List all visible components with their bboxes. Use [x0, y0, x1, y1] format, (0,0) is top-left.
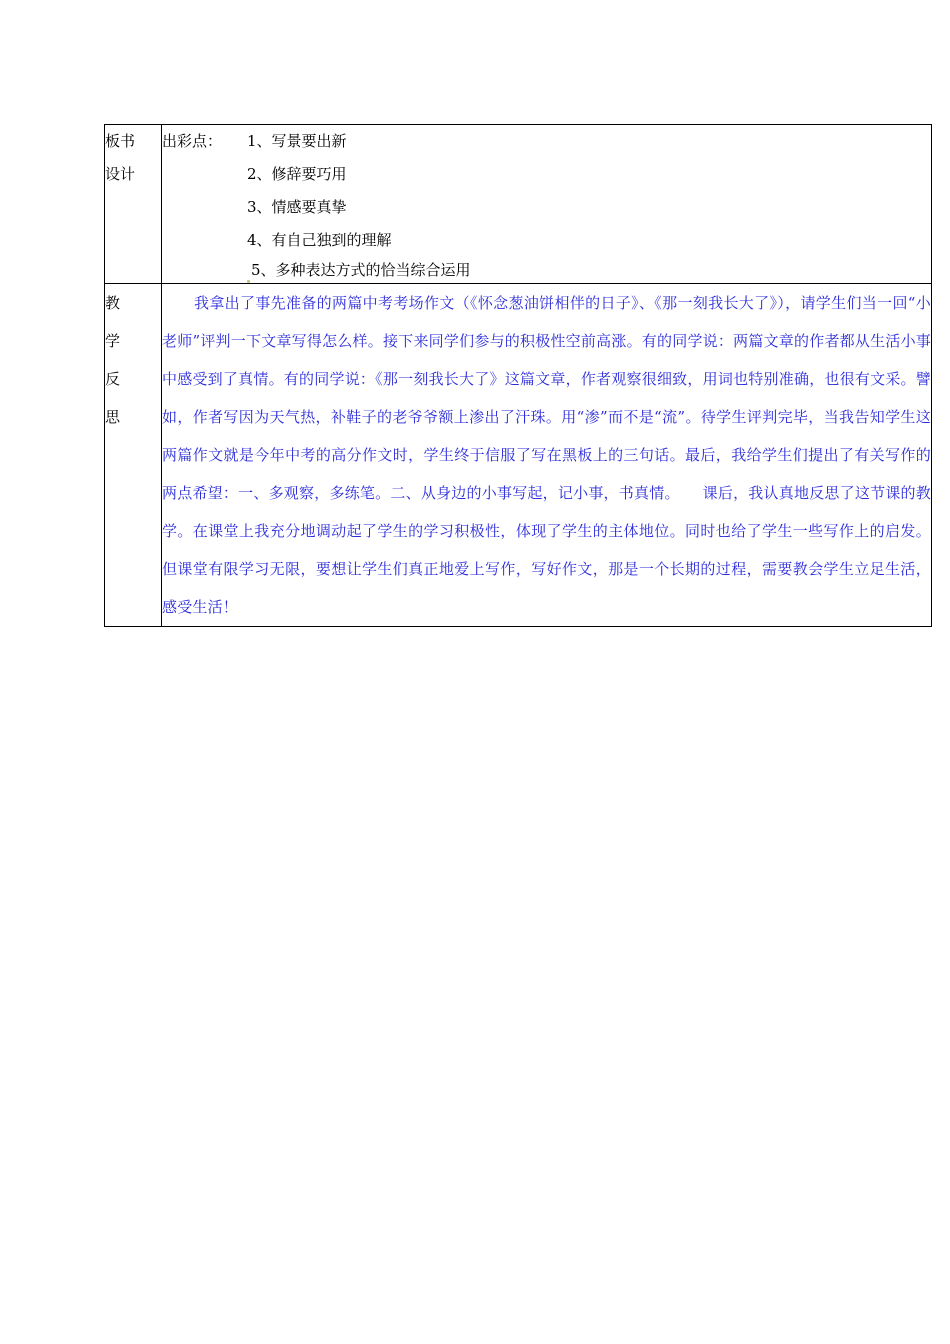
teaching-reflection-row	[105, 284, 932, 627]
board-point-text: 5、多种表达方式的恰当综合运用	[251, 261, 471, 279]
board-design-row	[105, 125, 932, 284]
board-design-label-line: 板书	[105, 132, 136, 150]
reflection-label-char: 教	[105, 294, 121, 312]
lesson-plan-table	[104, 124, 932, 627]
reflection-label-char: 学	[105, 332, 121, 350]
board-point-text: 3、情感要真挚	[247, 198, 347, 216]
board-point	[162, 224, 931, 257]
board-point-text: 2、修辞要巧用	[247, 165, 347, 183]
margin-mark-icon	[247, 280, 250, 283]
board-heading: 出彩点：	[162, 132, 223, 150]
teaching-reflection-text: 我拿出了事先准备的两篇中考考场作文（《怀念葱油饼相伴的日子》、《那一刻我长大了》），请学生们当一回“小老师”评判一下文章写得怎么样。接下来同学们参与的积极性空前高涨。有的同学说：两篇文章的作者都从生活小事中感受到了真情。有的同学说：《那一刻我长大了》这篇文章，作者观察很细致，用词也特别准确，也很有文采。譬如，作者写因为天气热，补鞋子的老爷爷额上渗出了汗珠。用“渗”而不是“流”。待学生评判完毕，当我告知学生这两篇作文就是今年中考的高分作文时，学生终于信服了写在黑板上的三句话。最后，我给学生们提出了有关写作的两点希望：一、多观察，多练笔。二、从身边的小事写起，记小事，书真情。 课后，我认真地反思了这节课的教学。在课堂上我充分地调动起了学生的学习积极性，体现了学生的主体地位。同时也给了学生一些写作上的启发。但课堂有限学习无限，要想让学生们真正地爱上写作，写好作文，那是一个长期的过程，需要教会学生立足生活，感受生活！	[162, 284, 932, 627]
board-point-text: 1、写景要出新	[247, 132, 347, 150]
board-point	[162, 257, 931, 283]
board-point-text: 4、有自己独到的理解	[247, 231, 392, 249]
teaching-reflection-label	[105, 284, 162, 627]
board-point	[162, 158, 931, 191]
board-point	[162, 125, 931, 158]
board-design-label-line: 设计	[105, 165, 136, 183]
board-design-content	[162, 125, 932, 284]
board-design-label	[105, 125, 162, 284]
reflection-label-char: 反	[105, 370, 121, 388]
board-point	[162, 191, 931, 224]
reflection-label-char: 思	[105, 408, 121, 426]
